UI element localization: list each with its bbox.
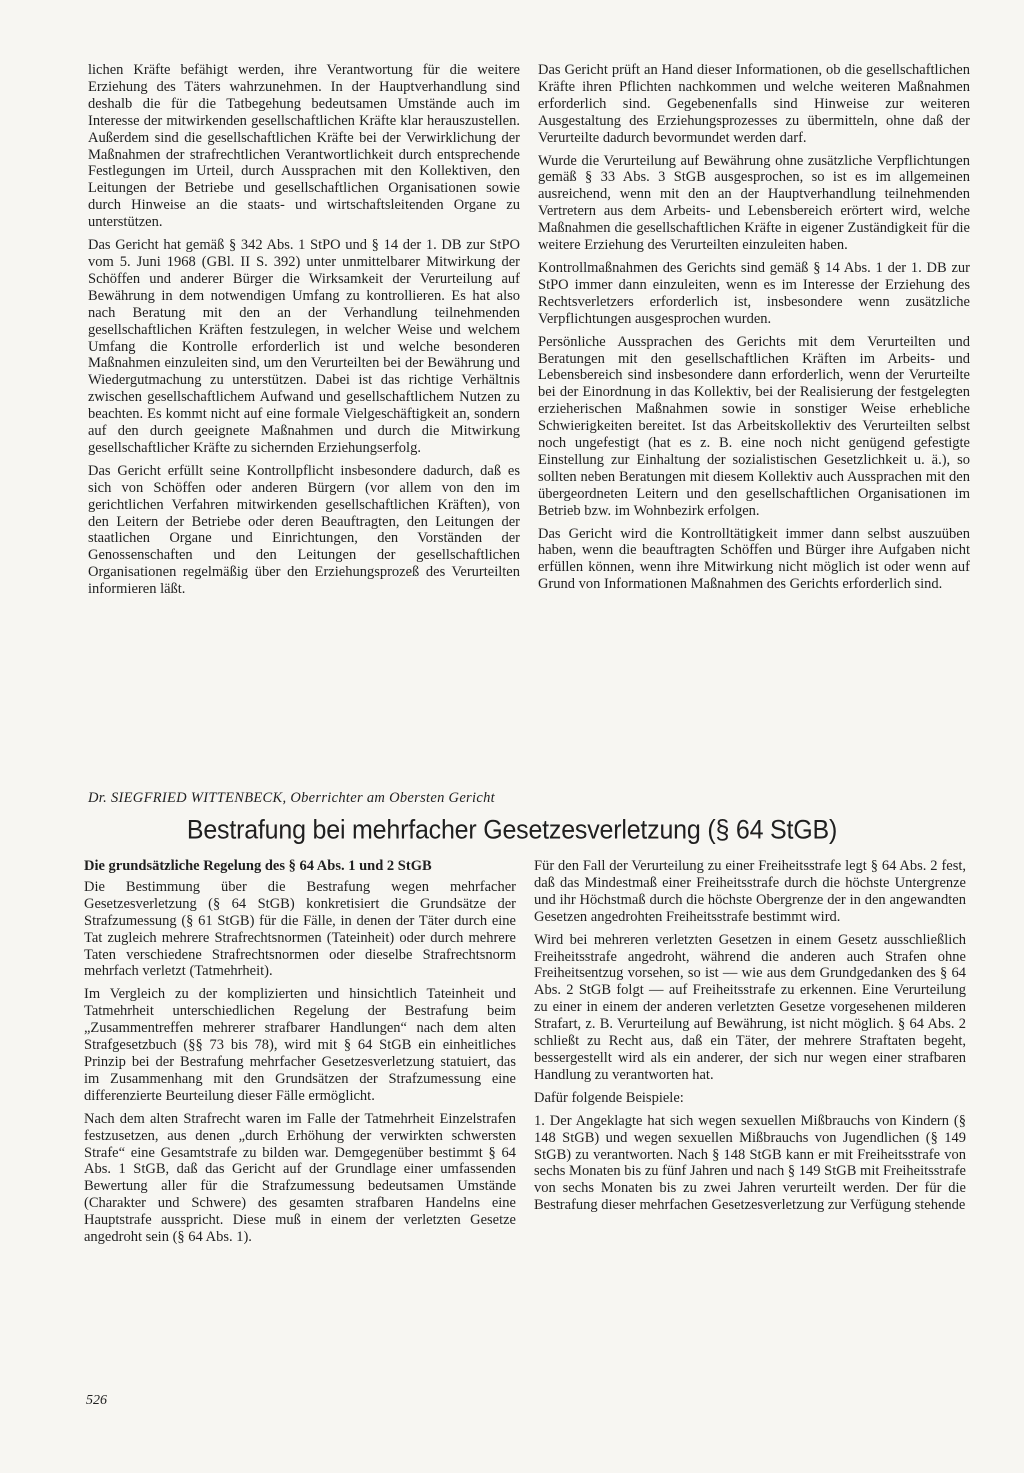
paragraph: Im Vergleich zu der komplizierten und hinsichtlich Tateinheit und Tatmehrheit unterschiedlichen Regelung der Bestrafung beim „Zusammentreffen mehrerer strafbarer Handlungen“ nach dem alten Strafgesetzbuch (§§ 73 bis 78), wird mit § 64 StGB ein einheitliches Prinzip bei der Bestrafung mehrfacher Gesetzesverletzung statuiert, das im Zusammenhang mit den Grundsätzen der Strafzumessung eine differenzierte Beurteilung dieser Fälle ermöglicht. xyxy=(84,986,516,1104)
paragraph: Das Gericht wird die Kontrolltätigkeit immer dann selbst auszuüben haben, wenn die beauftragten Schöffen und Bürger ihre Aufgaben nicht erfüllen können, wenn ihre Mitwirkung nicht möglich ist oder wenn auf Grund von Informationen Maßnahmen des Gerichts erforderlich sind. xyxy=(538,525,970,593)
example-item: 1. Der Angeklagte hat sich wegen sexuellen Mißbrauchs von Kindern (§ 148 StGB) und wegen sexuellen Mißbrauchs von Jugendlichen (§ 149 StGB) zu verantworten. Nach § 148 StGB kann er mit Freiheitsstrafe von sechs Monaten bis zu fünf Jahren und nach § 149 StGB mit Freiheitsstrafe von sechs Monaten bis zu zwei Jahren verurteilt werden. Der für die Bestrafung dieser mehrfachen Gesetzesverletzung zur Verfügung stehende xyxy=(534,1112,966,1214)
paragraph: Für den Fall der Verurteilung zu einer Freiheitsstrafe legt § 64 Abs. 2 fest, daß das Mindestmaß einer Freiheitsstrafe durch die höchste Untergrenze und ihr Höchstmaß durch die höchste Obergrenze der in den angewandten Gesetzen angedrohten Freiheitsstrafe bestimmt wird. xyxy=(534,858,966,925)
paragraph: lichen Kräfte befähigt werden, ihre Verantwortung für die weitere Erziehung des Täters wahrzunehmen. In der Hauptverhandlung sind deshalb die für die Tatbegehung bedeutsamen Umstände auch im Interesse der mitwirkenden gesellschaftlichen Kräfte klar herauszustellen. Außerdem sind die gesellschaftlichen Kräfte bei der Verwirklichung der Maßnahmen der strafrechtlichen Verantwortlichkeit durch entsprechende Festlegungen im Urteil, durch Aussprachen mit den Kollektiven, den Leitungen der Betriebe und gesellschaftlichen Organisationen sowie durch Hinweise an die staats- und wirtschaftsleitenden Organe zu unterstützen. xyxy=(88,62,520,231)
paragraph: Die Bestimmung über die Bestrafung wegen mehrfacher Gesetzesverletzung (§ 64 StGB) konkretisiert die Grundsätze der Strafzumessung (§ 61 StGB) für die Fälle, in denen der Täter durch eine Tat zugleich mehrere Strafrechtsnormen (Tateinheit) oder durch mehrere Taten verschiedene Strafrechtsnormen oder dieselbe Strafrechtsnorm mehrfach verletzt (Tatmehrheit). xyxy=(84,878,516,980)
section-heading: Die grundsätzliche Regelung des § 64 Abs. 1 und 2 StGB xyxy=(84,858,432,874)
page-number: 526 xyxy=(86,1393,107,1408)
paragraph: Kontrollmaßnahmen des Gerichts sind gemäß § 14 Abs. 1 der 1. DB zur StPO immer dann einzuleiten, wenn es im Interesse der Erziehung des Rechtsverletzers erforderlich ist, insbesondere wenn zusätzliche Verpflichtungen ausgesprochen wurden. xyxy=(538,259,970,327)
paragraph: Nach dem alten Strafrecht waren im Falle der Tatmehrheit Einzelstrafen festzusetzen, aus denen „durch Erhöhung der verwirkten schwersten Strafe“ eine Gesamtstrafe zu bilden war. Demgegenüber bestimmt § 64 Abs. 1 StGB, daß das Gericht auf der Grundlage einer umfassenden Bewertung aller für die Strafzumessung bedeutsamen Umstände (Charakter und Schwere) des gesamten strafbaren Handelns eine Hauptstrafe ausspricht. Diese muß in einem der verletzten Gesetze angedroht sein (§ 64 Abs. 1). xyxy=(84,1110,516,1246)
bottom-left-column xyxy=(84,858,516,1252)
article-title: Bestrafung bei mehrfacher Gesetzesverletzung (§ 64 StGB) xyxy=(186,814,838,846)
paragraph: Das Gericht hat gemäß § 342 Abs. 1 StPO und § 14 der 1. DB zur StPO vom 5. Juni 1968 (GBl. II S. 392) unter unmittelbarer Mitwirkung der Schöffen und anderer Bürger die Wirksamkeit der Verurteilung auf Bewährung in dem notwendigen Umfang zu kontrollieren. Es hat also nach Beratung mit den an der Verhandlung teilnehmenden gesellschaftlichen Kräften festzulegen, in welcher Weise und welchem Umfang die Kontrolle erforderlich ist und welche besonderen Maßnahmen einzuleiten sind, um den Verurteilten bei der Bewährung und Wiedergutmachung zu unterstützen. Dabei ist das richtige Verhältnis zwischen gesellschaftlichem Aufwand und gesellschaftlichem Nutzen zu beachten. Es kommt nicht auf eine formale Vielgeschäftigkeit an, sondern auf den durch geeignete Maßnahmen und durch die Mitwirkung gesellschaftlicher Kräfte zu sichernden Erziehungserfolg. xyxy=(88,237,520,456)
top-left-column xyxy=(88,62,520,604)
paragraph: Persönliche Aussprachen des Gerichts mit dem Verurteilten und Beratungen mit den gesellschaftlichen Kräften im Arbeits- und Lebensbereich sind insbesondere dann erforderlich, wenn der Verurteilte bei der Einordnung in das Kollektiv, bei der Realisierung der festgelegten erzieherischen Maßnahmen sowie in sonstiger Weise erhebliche Schwierigkeiten bereitet. Ist das Arbeitskollektiv des Verurteilten selbst noch ungefestigt (hat es z. B. eine noch nicht genügend gefestigte Einstellung zur Einhaltung der sozialistischen Gesetzlichkeit u. ä.), so sollten neben Beratungen mit diesem Kollektiv auch Aussprachen mit den übergeordneten Leitern und den gesellschaftlichen Organisationen im Betrieb bzw. im Wohnbezirk erfolgen. xyxy=(538,333,970,519)
top-right-column xyxy=(538,62,970,599)
paragraph: Das Gericht prüft an Hand dieser Informationen, ob die gesellschaftlichen Kräfte ihren Pflichten nachkommen und welche weiteren Maßnahmen erforderlich sind. Gegebenenfalls sind Hinweise zur weiteren Ausgestaltung des Erziehungsprozesses zu übermitteln, ohne daß der Verurteilte dadurch bevormundet werden darf. xyxy=(538,62,970,146)
paragraph: Wurde die Verurteilung auf Bewährung ohne zusätzliche Verpflichtungen gemäß § 33 Abs. 3 StGB ausgesprochen, so ist es im allgemeinen ausreichend, wenn mit den an der Hauptverhandlung teilnehmenden Vertretern aus dem Arbeits- und Lebensbereich erörtert wird, welche Maßnahmen die gesellschaftlichen Kräfte in eigener Zuständigkeit für die weitere Erziehung des Verurteilten einzuleiten haben. xyxy=(538,152,970,254)
paragraph: Dafür folgende Beispiele: xyxy=(534,1089,684,1106)
paragraph: Das Gericht erfüllt seine Kontrollpflicht insbesondere dadurch, daß es sich von Schöffen oder anderen Bürgern (vor allem von den im gerichtlichen Verfahren mitwirkenden gesellschaftlichen Kräften), von den Leitern der Betriebe oder deren Beauftragten, den Leitungen der staatlichen Organe und Einrichtungen, den Vorständen der Genossenschaften und den Leitungen der gesellschaftlichen Organisationen regelmäßig über den Erziehungsprozeß des Verurteilten informieren läßt. xyxy=(88,462,520,598)
author-byline: Dr. SIEGFRIED WITTENBECK, Oberrichter am Obersten Gericht xyxy=(88,790,495,806)
bottom-right-column xyxy=(534,858,966,1220)
paragraph: Wird bei mehreren verletzten Gesetzen in einem Gesetz ausschließlich Freiheitsstrafe angedroht, während die anderen auch Strafen ohne Freiheitsentzug vorsehen, so ist — wie aus dem Grundgedanken des § 64 Abs. 2 StGB folgt — auf Freiheitsstrafe zu erkennen. Eine Verurteilung zu einer in einem der anderen verletzten Gesetze vorgesehenen milderen Strafart, z. B. Verurteilung auf Bewährung, ist nicht möglich. § 64 Abs. 2 schließt zu Recht aus, daß ein Täter, der mehrere Straftaten begeht, bessergestellt wird als ein anderer, der sich nur wegen einer strafbaren Handlung zu verantworten hat. xyxy=(534,931,966,1083)
